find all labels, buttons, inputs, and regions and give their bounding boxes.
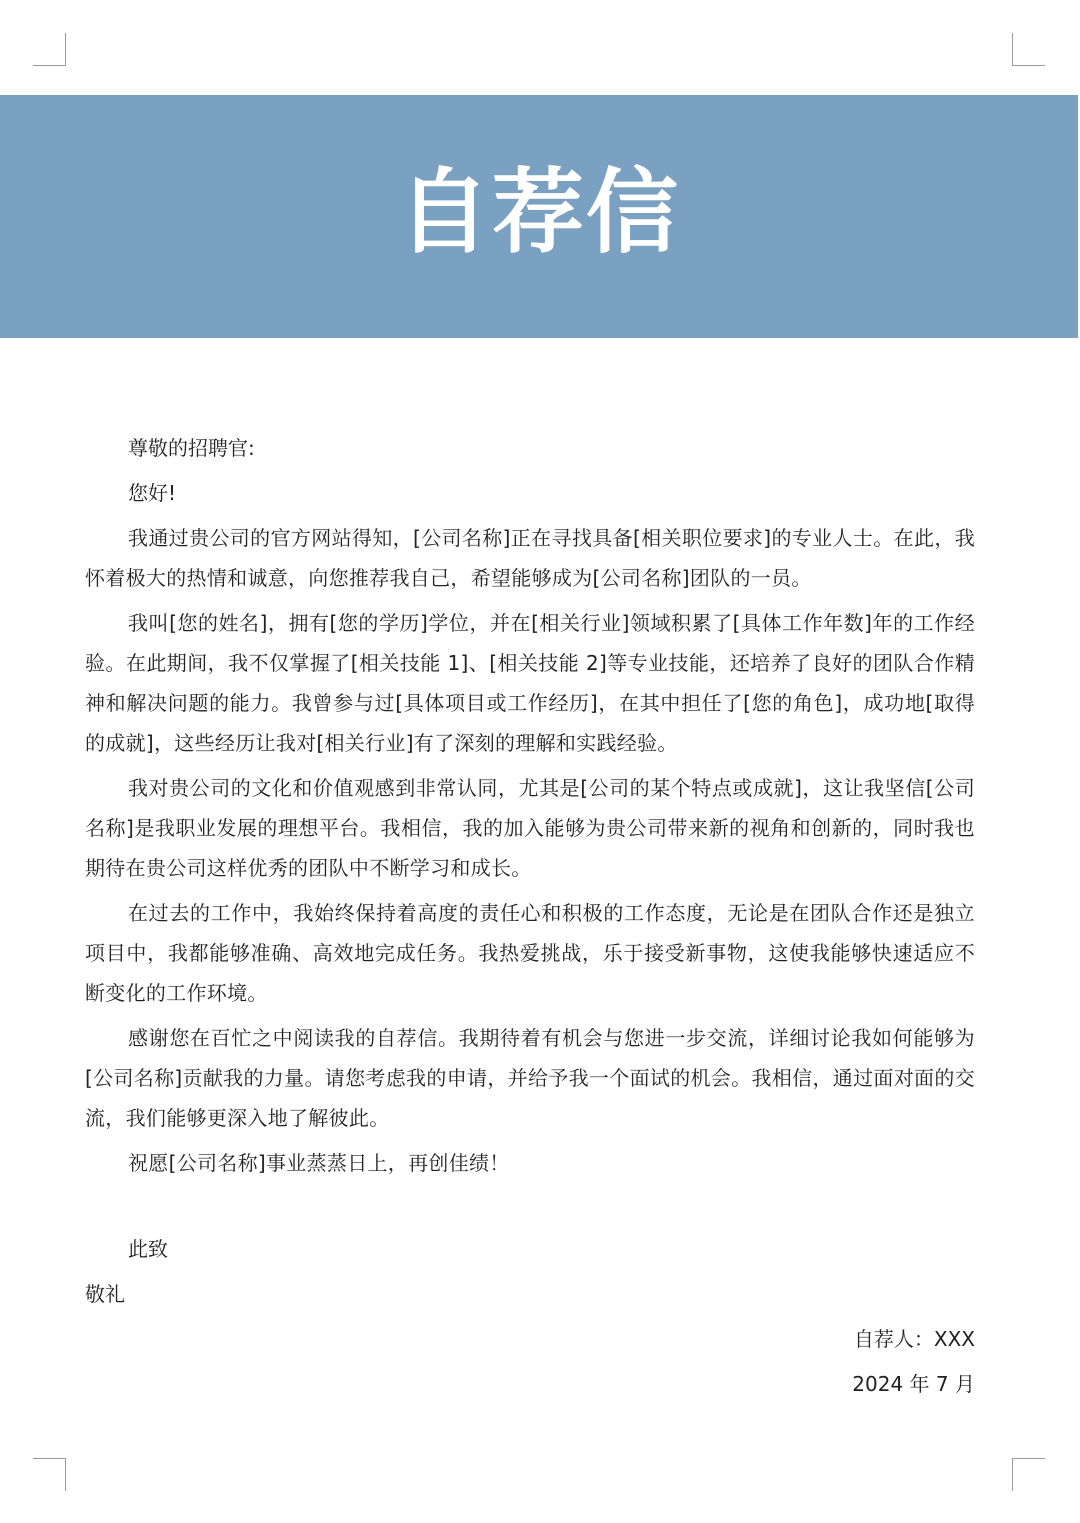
- paragraph-4: 在过去的工作中，我始终保持着高度的责任心和积极的工作态度，无论是在团队合作还是独立项目中，我都能够准确、高效地完成任务。我热爱挑战，乐于接受新事物，这使我能够快速适应不断变化的工作环境。: [85, 901, 975, 1005]
- closing-line-2: 敬礼: [85, 1282, 125, 1306]
- page-title: 自荐信: [397, 158, 680, 266]
- paragraph-3: 我对贵公司的文化和价值观感到非常认同，尤其是[公司的某个特点或成就]，这让我坚信[公司名称]是我职业发展的理想平台。我相信，我的加入能够为贵公司带来新的视角和创新的，同时我也期待在贵公司这样优秀的团队中不断学习和成长。: [85, 776, 975, 880]
- crop-mark-top-left: [33, 33, 66, 66]
- spacer: [85, 1188, 975, 1229]
- crop-mark-bottom-right: [1012, 1458, 1045, 1491]
- date: 2024 年 7 月: [852, 1372, 975, 1396]
- letter-body: [85, 428, 975, 1404]
- paragraph-5: 感谢您在百忙之中阅读我的自荐信。我期待着有机会与您进一步交流，详细讨论我如何能够为[公司名称]贡献我的力量。请您考虑我的申请，并给予我一个面试的机会。我相信，通过面对面的交流，我们能够更深入地了解彼此。: [85, 1026, 975, 1130]
- crop-mark-top-right: [1012, 33, 1045, 66]
- paragraph-2: 我叫[您的姓名]，拥有[您的学历]学位，并在[相关行业]领域积累了[具体工作年数]年的工作经验。在此期间，我不仅掌握了[相关技能 1]、[相关技能 2]等专业技能，还培养了良好的团队合作精神和解决问题的能力。我曾参与过[具体项目或工作经历]，在其中担任了[您的角色]，成功地[取得的成就]，这些经历让我对[相关行业]有了深刻的理解和实践经验。: [85, 611, 975, 755]
- paragraph-6: 祝愿[公司名称]事业蒸蒸日上，再创佳绩！: [128, 1151, 510, 1175]
- crop-mark-bottom-left: [33, 1458, 66, 1491]
- closing-line-1: 此致: [128, 1237, 168, 1261]
- signature: 自荐人：XXX: [853, 1327, 975, 1351]
- paragraph-1: 我通过贵公司的官方网站得知，[公司名称]正在寻找具备[相关职位要求]的专业人士。在此，我怀着极大的热情和诚意，向您推荐我自己，希望能够成为[公司名称]团队的一员。: [85, 526, 975, 590]
- greeting: 您好!: [128, 481, 177, 505]
- salutation: 尊敬的招聘官:: [128, 436, 255, 460]
- title-banner: [0, 95, 1078, 338]
